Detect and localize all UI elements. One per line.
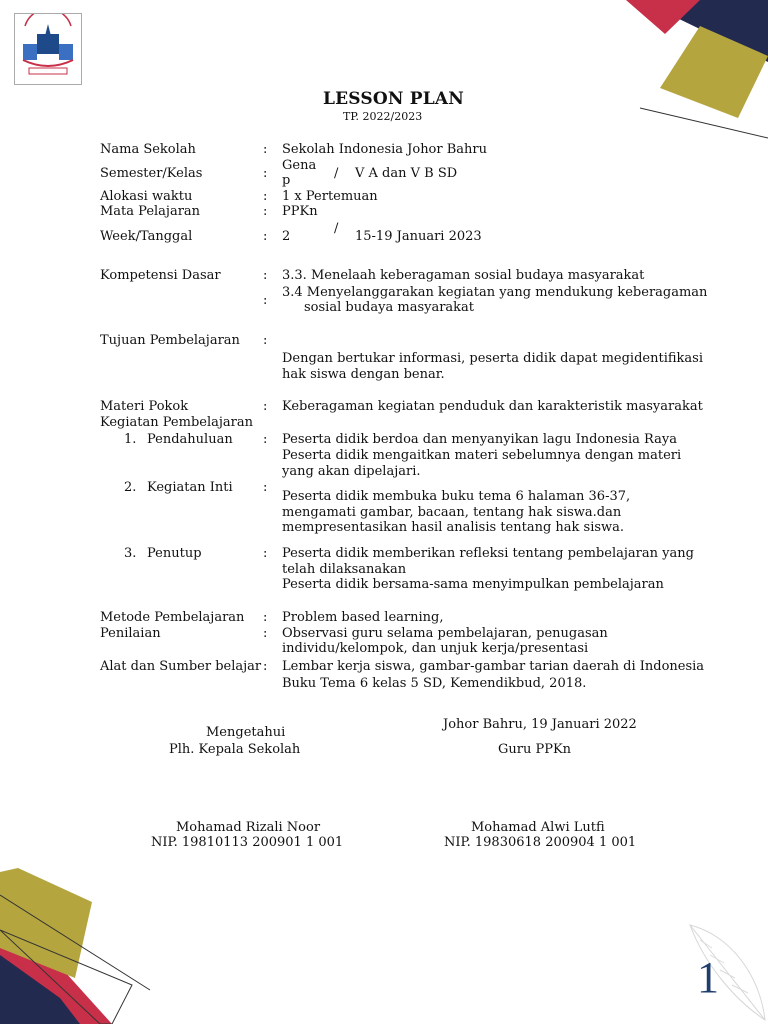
penilaian-line1: Observasi guru selama pembelajaran, penugasan xyxy=(282,626,608,641)
label-alokasi-waktu: Alokasi waktu xyxy=(100,189,193,204)
penutup-line1: Peserta didik memberikan refleksi tentang pembelajaran yang xyxy=(282,546,694,561)
school-logo xyxy=(14,13,82,85)
colon: : xyxy=(263,626,268,641)
alat-line2: Buku Tema 6 kelas 5 SD, Kemendikbud, 2018. xyxy=(282,676,587,691)
value-materi-pokok: Keberagaman kegiatan penduduk dan karakteristik masyarakat xyxy=(282,399,703,414)
value-nama-sekolah: Sekolah Indonesia Johor Bahru xyxy=(282,142,487,157)
signature-right-role: Guru PPKn xyxy=(498,742,572,757)
signature-left-mengetahui: Mengetahui xyxy=(206,725,286,740)
inti-number: 2. xyxy=(124,480,137,495)
kompetensi-dasar-2-line1: 3.4 Menyelanggarakan kegiatan yang mendukung keberagaman xyxy=(282,285,708,300)
value-metode-pembelajaran: Problem based learning, xyxy=(282,610,444,625)
label-mata-pelajaran: Mata Pelajaran xyxy=(100,204,201,219)
label-week-tanggal: Week/Tanggal xyxy=(100,229,193,244)
colon: : xyxy=(263,166,268,181)
colon: : xyxy=(263,432,268,447)
signature-right-name: Mohamad Alwi Lutfi xyxy=(471,820,605,835)
label-penutup: Penutup xyxy=(147,546,202,561)
school-year: TP. 2022/2023 xyxy=(343,110,423,123)
inti-line1: Peserta didik membuka buku tema 6 halaman 36-37, xyxy=(282,489,631,504)
colon: : xyxy=(263,333,268,348)
inti-line3: mempresentasikan hasil analisis tentang hak siswa. xyxy=(282,520,625,535)
colon: : xyxy=(263,610,268,625)
colon: : xyxy=(263,189,268,204)
value-week: 2 xyxy=(282,229,291,244)
penilaian-line2: individu/kelompok, dan unjuk kerja/presentasi xyxy=(282,641,589,656)
colon: : xyxy=(263,142,268,157)
penutup-number: 3. xyxy=(124,546,137,561)
value-mata-pelajaran: PPKn xyxy=(282,204,318,219)
signature-left-nip: NIP. 19810113 200901 1 001 xyxy=(151,835,344,850)
kompetensi-dasar-2-line2: sosial budaya masyarakat xyxy=(304,300,475,315)
kompetensi-dasar-1: 3.3. Menelaah keberagaman sosial budaya masyarakat xyxy=(282,268,645,283)
label-materi-pokok: Materi Pokok xyxy=(100,399,189,414)
colon: : xyxy=(263,399,268,414)
bottom-left-corner-decoration xyxy=(0,868,150,1024)
label-kegiatan-inti: Kegiatan Inti xyxy=(147,480,233,495)
tujuan-line2: hak siswa dengan benar. xyxy=(282,367,445,382)
label-pendahuluan: Pendahuluan xyxy=(147,432,233,447)
pendahuluan-line1: Peserta didik berdoa dan menyanyikan lagu Indonesia Raya xyxy=(282,432,677,447)
signature-right-place-date: Johor Bahru, 19 Januari 2022 xyxy=(443,717,637,732)
pendahuluan-number: 1. xyxy=(124,432,137,447)
label-tujuan-pembelajaran: Tujuan Pembelajaran xyxy=(100,333,240,348)
label-kegiatan-pembelajaran: Kegiatan Pembelajaran xyxy=(100,415,253,430)
colon: : xyxy=(263,204,268,219)
label-metode-pembelajaran: Metode Pembelajaran xyxy=(100,610,245,625)
value-kelas: V A dan V B SD xyxy=(355,166,458,181)
value-semester-part2: p xyxy=(282,173,291,188)
signature-left-name: Mohamad Rizali Noor xyxy=(176,820,321,835)
colon: : xyxy=(263,659,268,674)
colon: : xyxy=(263,480,268,495)
page-title: LESSON PLAN xyxy=(323,89,465,109)
slash: / xyxy=(334,166,339,181)
label-kompetensi-dasar: Kompetensi Dasar xyxy=(100,268,221,283)
colon: : xyxy=(263,293,268,308)
signature-left-role: Plh. Kepala Sekolah xyxy=(169,742,301,757)
label-nama-sekolah: Nama Sekolah xyxy=(100,142,196,157)
slash: / xyxy=(334,221,339,236)
value-alokasi-waktu: 1 x Pertemuan xyxy=(282,189,378,204)
inti-line2: mengamati gambar, bacaan, tentang hak siswa.dan xyxy=(282,505,622,520)
top-right-corner-decoration xyxy=(626,0,768,138)
pendahuluan-line2: Peserta didik mengaitkan materi sebelumnya dengan materi xyxy=(282,448,682,463)
pendahuluan-line3: yang akan dipelajari. xyxy=(282,464,421,479)
label-penilaian: Penilaian xyxy=(100,626,161,641)
signature-right-nip: NIP. 19830618 200904 1 001 xyxy=(444,835,637,850)
penutup-line3: Peserta didik bersama-sama menyimpulkan pembelajaran xyxy=(282,577,664,592)
colon: : xyxy=(263,229,268,244)
value-tanggal: 15-19 Januari 2023 xyxy=(355,229,482,244)
penutup-line2: telah dilaksanakan xyxy=(282,562,407,577)
page-number: 1 xyxy=(697,953,719,1002)
tujuan-line1: Dengan bertukar informasi, peserta didik dapat megidentifikasi xyxy=(282,351,703,366)
colon: : xyxy=(263,268,268,283)
alat-line1: Lembar kerja siswa, gambar-gambar tarian daerah di Indonesia xyxy=(282,659,705,674)
colon: : xyxy=(263,546,268,561)
label-semester-kelas: Semester/Kelas xyxy=(100,166,203,181)
value-semester-part1: Gena xyxy=(282,158,317,173)
label-alat-sumber: Alat dan Sumber belajar xyxy=(100,659,262,674)
